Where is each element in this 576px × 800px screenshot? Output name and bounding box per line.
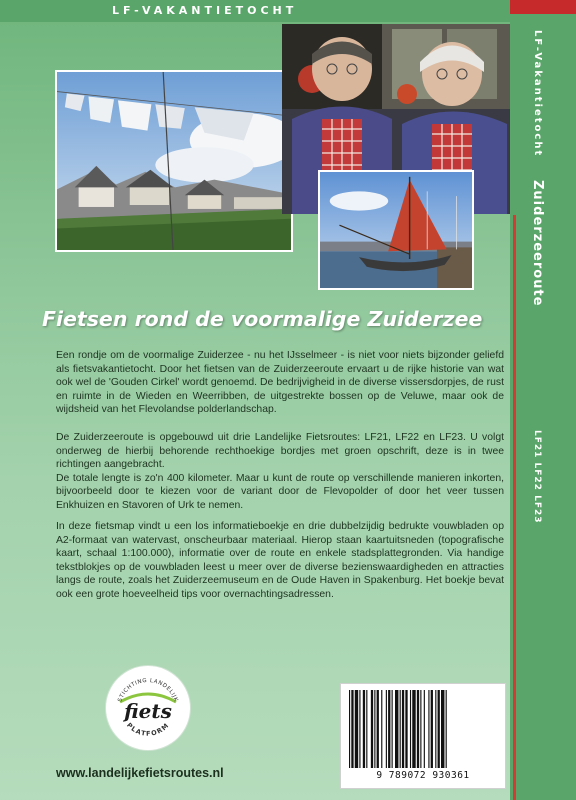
body-paragraph-3 [56, 520, 504, 602]
body-text: Een rondje om de voormalige Zuiderzee - nu het IJsselmeer - is niet voor niets bijzonder geliefd als fietsvakantietocht. Door het fietsen van de Zuiderzeeroute ervaart u de rijke historie van wat ook wel de 'Gouden Cirkel' wordt genoemd. De bedrijvigheid in de diverse vissersdorpjes, de rust en ruimte in de Wieden en Weerribben, de uitgestrekte bossen op de Veluwe, maar ook de wijdsheid van het Flevolandse polderlandschap. [56, 350, 504, 416]
body-text: De Zuiderzeeroute is opgebouwd uit drie Landelijke Fietsroutes: LF21, LF22 en LF23. U volgt onderweg de hierbij behorende rechthoekige bordjes met groen opschrift, deze is in twee richtingen aangebracht. [56, 432, 504, 471]
spine-red-band [510, 0, 576, 14]
logo-top-text: STICHTING LANDELIJK [117, 677, 179, 703]
photo-sailboat [318, 170, 474, 290]
isbn-barcode [340, 683, 506, 789]
body-paragraph-1 [56, 349, 504, 417]
photo-village-laundry [55, 70, 293, 252]
spine-title: Zuiderzeeroute [530, 180, 545, 307]
spine-red-line [513, 215, 516, 800]
logo-main-text: fiets [124, 699, 172, 723]
barcode-icon [347, 690, 499, 768]
spine-text [528, 30, 568, 790]
series-title: LF-VAKANTIETOCHT [112, 4, 298, 17]
website-url: www.landelijkefietsroutes.nl [56, 766, 224, 780]
fietsplatform-logo [106, 666, 190, 750]
series-banner [0, 0, 510, 22]
body-text: De totale lengte is zo'n 400 kilometer. Maar u kunt de route op verschillende manieren inkorten, bijvoorbeeld door te kiezen voor de variant door de Flevopolder of door het veer tussen Enkhuizen en Stavoren of Urk te nemen. [56, 472, 504, 511]
body-text: In deze fietsmap vindt u een los informatieboekje en drie dubbelzijdig bedrukte vouwbladen op A2-formaat van watervast, onscheurbaar materiaal. Hierop staan kaartuitsneden (topografische kaart, schaal 1:100.000), informatie over de route en enkele stadsplattegronden. Via handige tekstblokjes op de vouwbladen leest u meer over de diverse bezienswaardigheden en attracties langs de route, zoals het Zuiderzeemuseum en de Oude Haven in Spakenburg. Het boekje bevat ook een grote hoeveelheid tips voor overnachtingsadressen. [56, 521, 504, 600]
spine-series: LF-Vakantietocht [532, 30, 543, 158]
body-paragraph-2 [56, 431, 504, 513]
headline: Fietsen rond de voormalige Zuiderzee [42, 307, 483, 331]
isbn-number: 9 789072 930361 [376, 770, 470, 781]
logo-bottom-text: PLATFORM [125, 721, 171, 738]
spine-subtitle: LF21 LF22 LF23 [532, 430, 542, 524]
